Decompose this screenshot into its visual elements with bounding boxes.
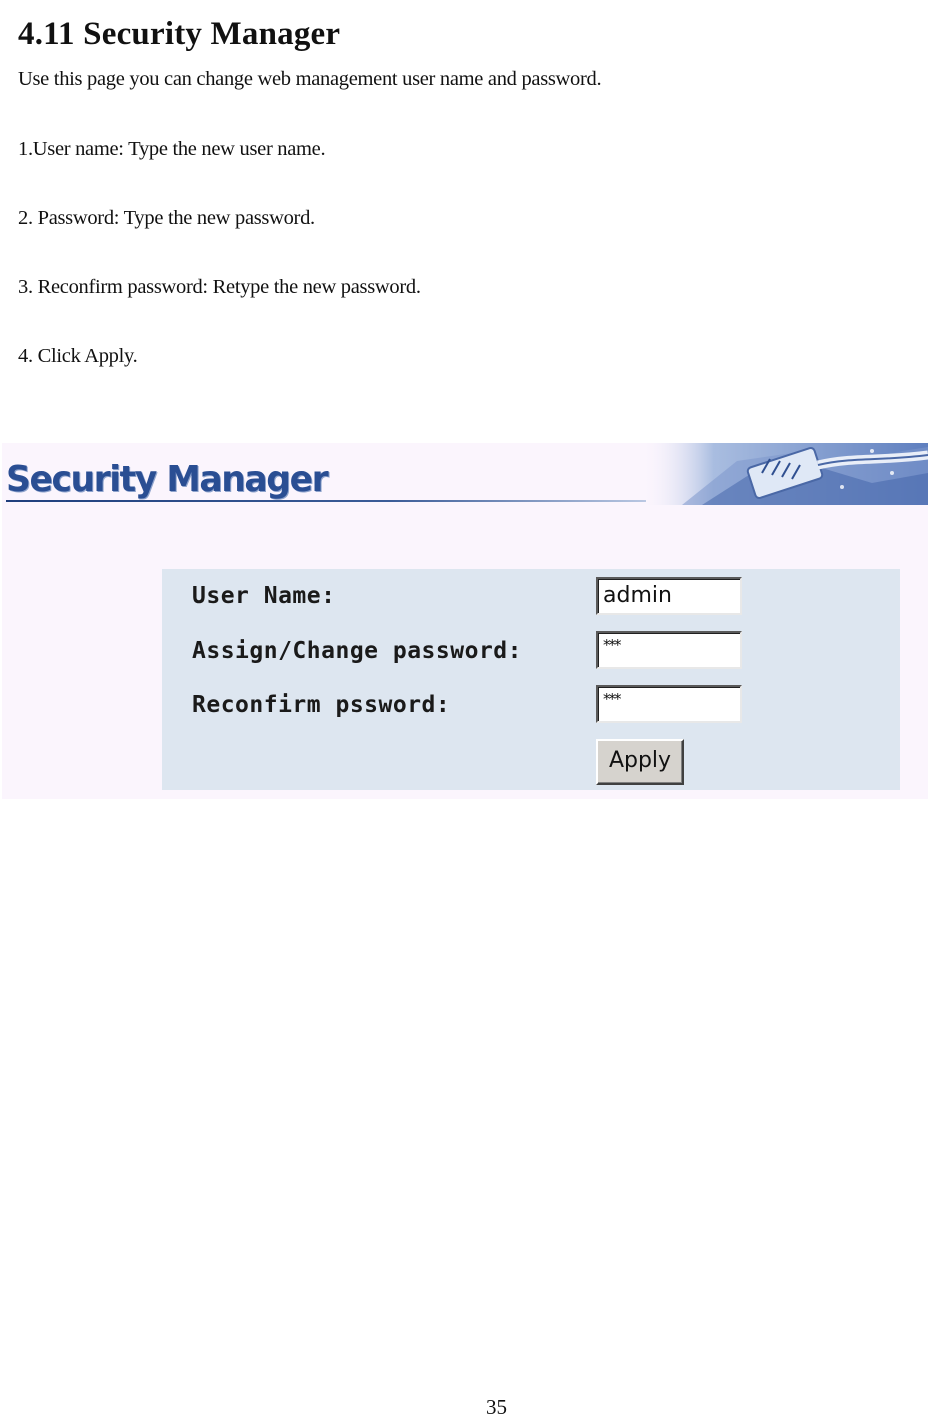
security-form: [162, 569, 900, 790]
security-manager-screenshot: [2, 443, 928, 799]
step-1: 1.User name: Type the new user name.: [18, 138, 326, 160]
reconfirm-password-input[interactable]: ***: [596, 685, 742, 723]
network-cable-icon: [642, 443, 928, 505]
intro-text: Use this page you can change web management user name and password.: [18, 68, 602, 90]
reconfirm-password-label: Reconfirm pssword:: [192, 692, 451, 718]
apply-button[interactable]: Apply: [596, 739, 684, 785]
password-label: Assign/Change password:: [192, 638, 522, 664]
step-2: 2. Password: Type the new password.: [18, 207, 315, 229]
banner-title: Security Manager: [6, 459, 328, 500]
banner-underline: [6, 500, 646, 502]
step-4: 4. Click Apply.: [18, 345, 138, 367]
password-input[interactable]: ***: [596, 631, 742, 669]
user-name-label: User Name:: [192, 583, 336, 609]
step-3: 3. Reconfirm password: Retype the new password.: [18, 276, 421, 298]
page-number: 35: [486, 1395, 507, 1419]
user-name-input[interactable]: admin: [596, 577, 742, 615]
section-heading: 4.11 Security Manager: [18, 16, 341, 52]
